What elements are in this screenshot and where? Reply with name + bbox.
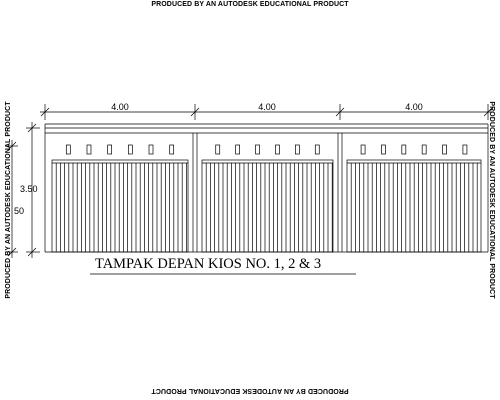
vent-opening [170,145,174,154]
vent-opening [128,145,132,154]
shutter-door [202,160,333,252]
dim-height-total: 3.50 [20,184,38,194]
vent-opening [443,145,447,154]
kiosk-elevation [45,124,488,252]
vent-opening [315,145,319,154]
shutter-door [52,160,188,252]
vent-opening [381,145,385,154]
vent-opening [402,145,406,154]
dim-width-2: 4.00 [258,102,276,112]
drawing-title: TAMPAK DEPAN KIOS NO. 1, 2 & 3 [95,256,322,272]
vent-opening [361,145,365,154]
vent-opening [463,145,467,154]
watermark-bottom: PRODUCED BY AN AUTODESK EDUCATIONAL PRODUCT [151,387,349,394]
vent-opening [295,145,299,154]
dim-width-3: 4.00 [405,102,423,112]
dim-width-1: 4.00 [111,102,129,112]
vent-opening [66,145,70,154]
watermark-left: PRODUCED BY AN AUTODESK EDUCATIONAL PRODUCT [5,101,12,299]
vent-opening [149,145,153,154]
watermark-top: PRODUCED BY AN AUTODESK EDUCATIONAL PRODUCT [151,1,349,8]
watermark-right: PRODUCED BY AN AUTODESK EDUCATIONAL PRODUCT [488,101,495,299]
vent-opening [422,145,426,154]
vent-opening [236,145,240,154]
vent-opening [216,145,220,154]
vent-opening [108,145,112,154]
vent-opening [275,145,279,154]
vent-opening [87,145,91,154]
dim-height-partial: 50 [14,206,25,216]
vent-opening [256,145,260,154]
